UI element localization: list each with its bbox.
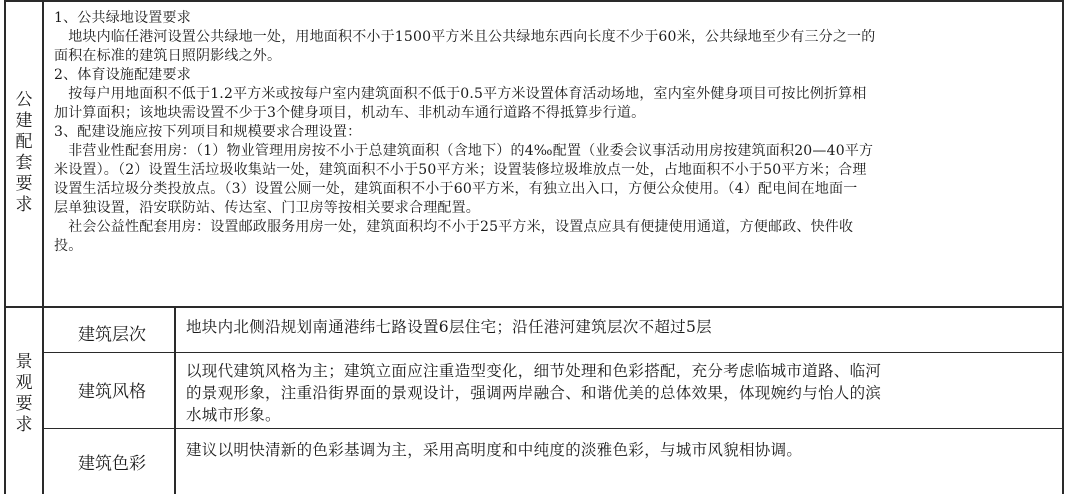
- content-line: 社会公益性配套用房：设置邮政服务用房一处，建筑面积均不小于25平方米，设置点应具有便捷使用通道，方便邮政、快件收: [54, 219, 854, 235]
- col-divider-title: [42, 0, 44, 494]
- row-divider-1: [44, 352, 1064, 353]
- section-divider: [4, 306, 1064, 308]
- section-title-landscape: 景观要求: [15, 352, 33, 435]
- row-label-building-height: 建筑层次: [78, 325, 146, 345]
- content-line: 层单独设置，沿安联防站、传达室、门卫房等按相关要求合理配置。: [54, 200, 480, 216]
- content-line: 面积在标准的建筑日照阴影线之外。: [54, 48, 282, 64]
- content-line: 1、公共绿地设置要求: [54, 10, 191, 26]
- section-title-public-facilities: 公建配套要求: [15, 90, 33, 215]
- content-line: 按每户用地面积不低于1.2平方米或按每户室内建筑面积不低于0.5平方米设置体育活动场地，室内室外健身项目可按比例折算相: [54, 86, 867, 102]
- content-line: 加计算面积；该地块需设置不少于3个健身项目，机动车、非机动车通行道路不得抵算步行道。: [54, 105, 646, 121]
- content-line: 建议以明快清新的色彩基调为主，采用高明度和中纯度的淡雅色彩，与城市风貌相协调。: [186, 441, 803, 459]
- public-facilities-content: [54, 9, 875, 256]
- content-line: 2、体育设施配建要求: [54, 67, 191, 83]
- row-content-building-height: [186, 316, 712, 338]
- content-line: 地块内北侧沿规划南通港纬七路设置6层住宅；沿任港河建筑层次不超过5层: [186, 318, 712, 336]
- row-divider-2: [44, 428, 1064, 429]
- table-border-top: [4, 0, 1064, 2]
- content-line: 投。: [54, 238, 83, 254]
- content-line: 地块内临任港河设置公共绿地一处，用地面积不小于1500平方米且公共绿地东西向长度不少于60米，公共绿地至少有三分之一的: [54, 29, 876, 45]
- table-border-left: [4, 0, 6, 494]
- content-line: 以现代建筑风格为主；建筑立面应注重造型变化，细节处理和色彩搭配，充分考虑临城市道路、临河: [186, 362, 882, 380]
- row-content-building-color: [186, 439, 802, 461]
- content-line: 米设置）。（2）设置生活垃圾收集站一处，建筑面积不小于50平方米；设置装修垃圾堆放点一处，占地面积不小于50平方米；合理: [54, 162, 867, 178]
- row-label-building-color: 建筑色彩: [78, 454, 146, 474]
- content-line: 非营业性配套用房：（1）物业管理用房按不小于总建筑面积（含地下）的4‰配置（业委会议事活动用房按建筑面积20—40平方: [54, 143, 874, 159]
- content-line: 3、配建设施应按下列项目和规模要求合理设置：: [54, 124, 362, 140]
- table-border-right: [1062, 0, 1064, 494]
- row-label-building-style: 建筑风格: [78, 382, 146, 402]
- requirements-table: [4, 0, 1064, 494]
- content-line: 的景观形象，注重沿街界面的景观设计，强调两岸融合、和谐优美的总体效果，体现婉约与怡人的滨: [186, 384, 882, 402]
- col-divider-label: [174, 306, 176, 494]
- content-line: 水城市形象。: [186, 406, 281, 424]
- row-content-building-style: [186, 360, 881, 426]
- content-line: 设置生活垃圾分类投放点。（3）设置公厕一处，建筑面积不小于60平方米，有独立出入口，方便公众使用。（4）配电间在地面一: [54, 181, 858, 197]
